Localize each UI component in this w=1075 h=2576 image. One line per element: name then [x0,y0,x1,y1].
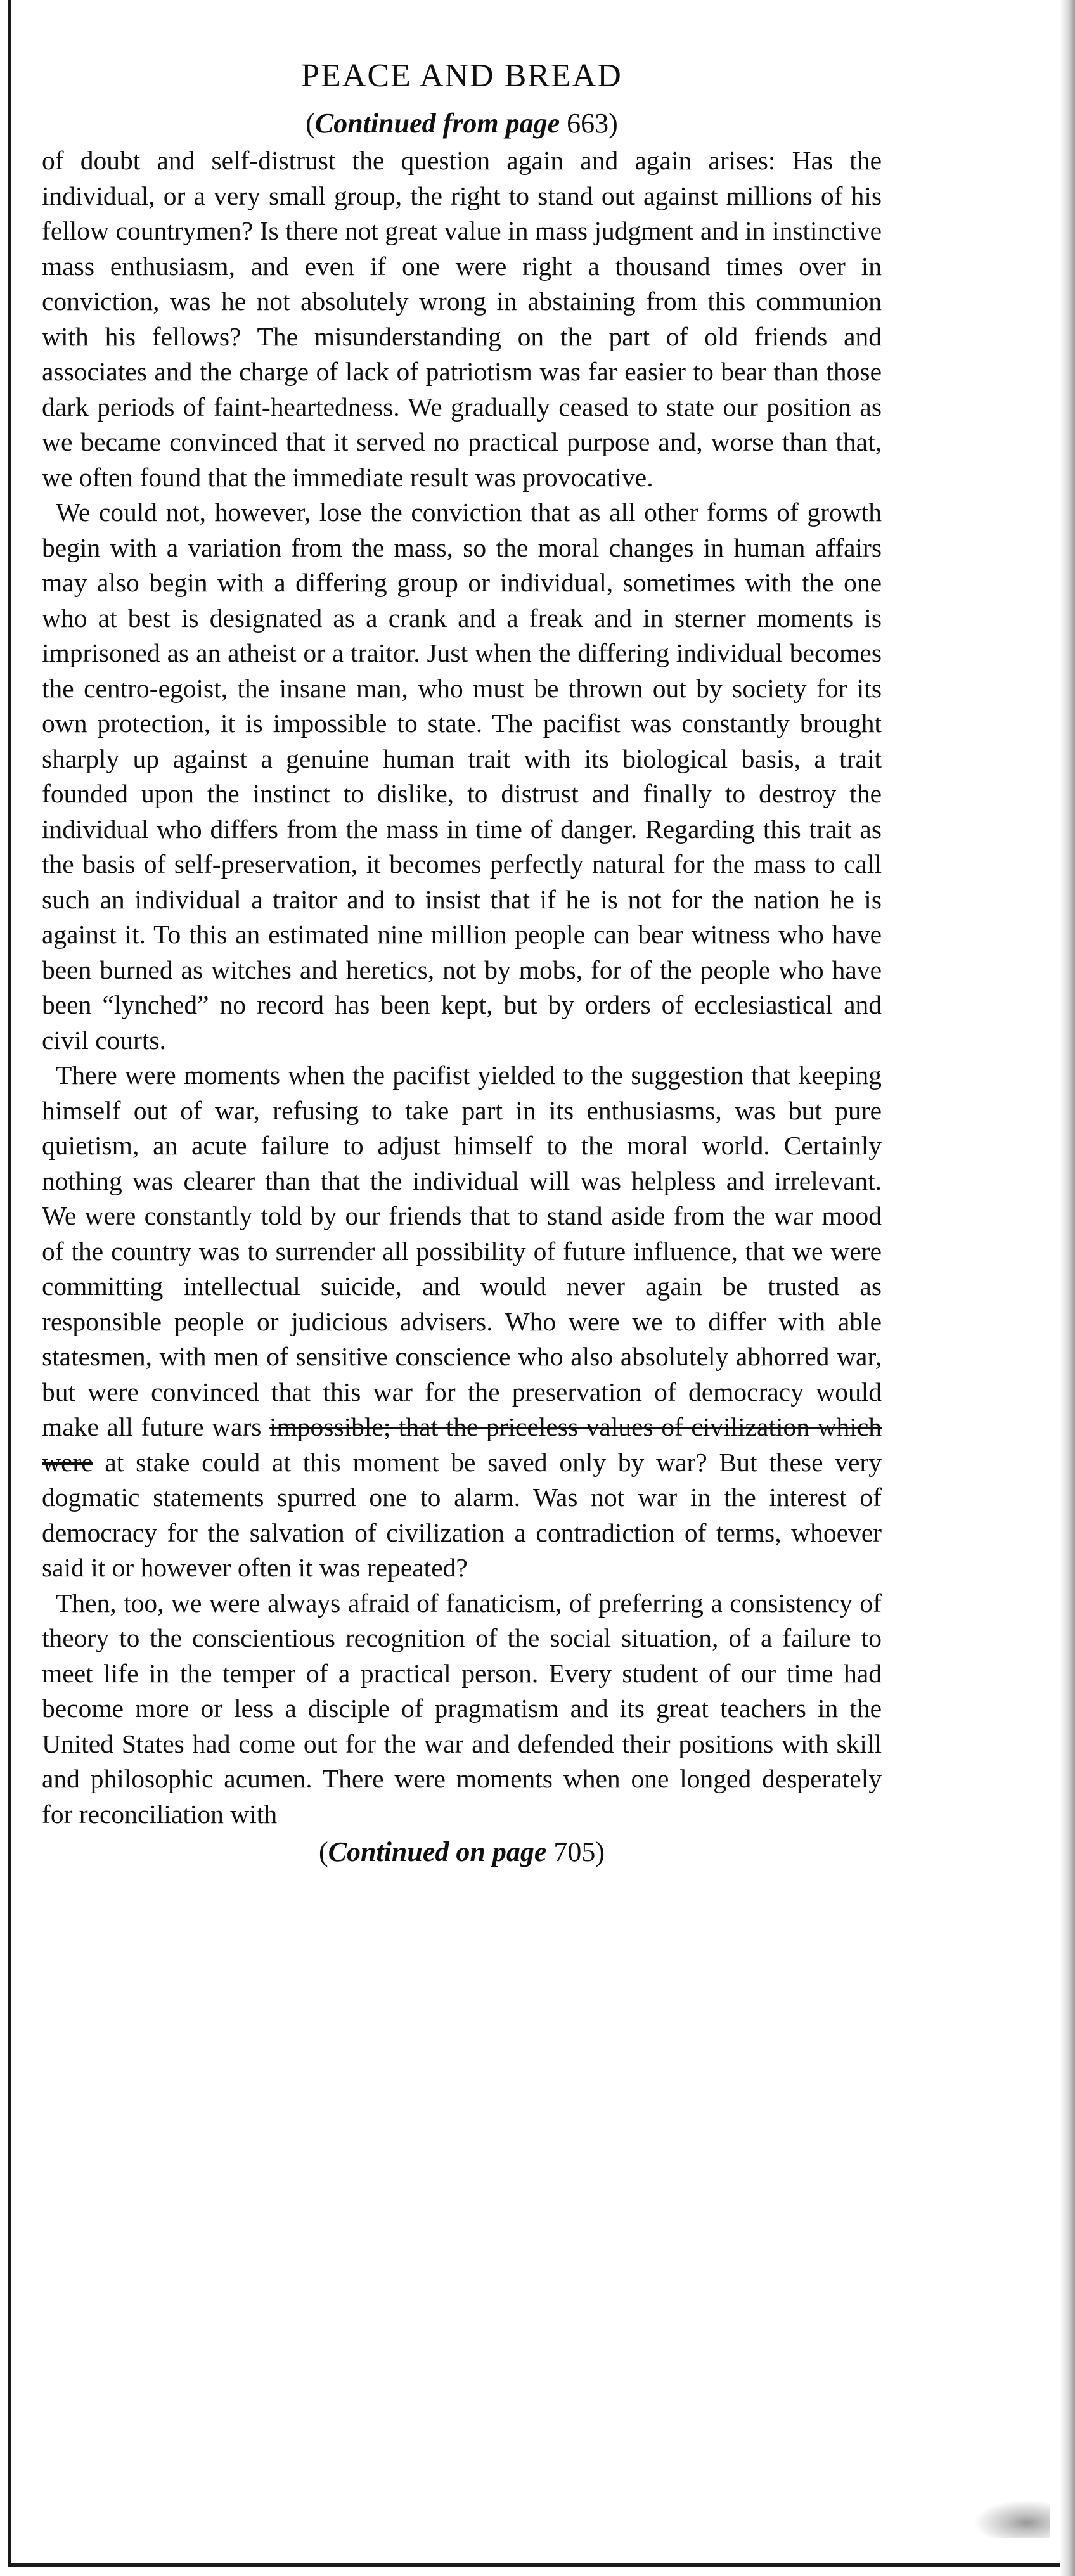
continued-on-label: Continued on page [328,1836,547,1867]
paragraph-4: Then, too, we were always afraid of fanaticism, of preferring a consistency of theory to the conscientious recognition of the social situation, of a failure to meet life in the temper of a practical person. Every student of our time had become more or less a disciple of pragmatism and its great teachers in the United States had come out for the war and defended their positions with skill and philosophic acumen. There were moments when one longed desperately for reconciliation with [42,1588,882,1829]
continued-on-page: 705 [553,1836,596,1867]
continued-from-page: 663 [567,108,609,139]
paragraph-3-continuation: at stake could at this moment be saved only by war? But these very dogmatic statements spurred one to alarm. Was not war in the interest of democracy for the salvation of civilization a contradiction of terms, whoever said it or however often it was repeated? [42,1447,882,1582]
paragraph-3-text: There were moments when the pacifist yielded to the suggestion that keeping himself out of war, refusing to take part in its enthusiasms, was but pure quietism, an acute failure to adjust himself to the moral world. Certainly nothing was clearer than that the individual will was helpless and irrelevant. We were constantly told by our friends that to stand aside from the war mood of the country was to surrender all possibility of future influence, that we were committing intellectual suicide, and would never again be trusted as responsible people or judicious advisers. Who were we to differ with able statesmen, with men of sensitive conscience who also absolutely abhorred war, but were convinced that this war for the preservation of democracy would make all future wars [42,1060,882,1441]
page [8,0,1075,2567]
page-edge-shadow [1060,0,1075,2576]
article-title: PEACE AND BREAD [301,58,622,94]
struck-through-line: impossible; that the priceless values of civilization which were [42,1412,882,1477]
paragraph-1: of doubt and self-distrust the question again and again arises: Has the individual, or a very small group, the right to stand out against millions of his fellow countrymen? Is there not great value in mass judgment and in instinctive mass enthusiasm, and even if one were right a thousand times over in conviction, was he not absolutely wrong in abstaining from this communion with his fellows? The misunderstanding on the part of old friends and associates and the charge of lack of patriotism was far easier to bear than those dark periods of faint-heartedness. We gradually ceased to state our position as we became convinced that it served no practical purpose and, worse than that, we often found that the immediate result was provocative. [42,146,882,492]
continued-from-note: (Continued from page 663) [306,108,618,139]
continued-on-note: (Continued on page 705) [318,1836,605,1867]
paragraph-3 [42,1058,882,1586]
article [42,57,882,1868]
paragraph-2: We could not, however, lose the conviction that as all other forms of growth begin with a variation from the mass, so the moral changes in human affairs may also begin with a differing group or individual, sometimes with the one who at best is designated as a crank and a freak and in sterner moments is imprisoned as an atheist or a traitor. Just when the differing individual becomes the centro-egoist, the insane man, who must be thrown out by society for its own protection, it is impossible to state. The pacifist was constantly brought sharply up against a genuine human trait with its biological basis, a trait founded upon the instinct to dislike, to distrust and finally to destroy the individual who differs from the mass in time of danger. Regarding this trait as the basis of self-preservation, it becomes perfectly natural for the mass to call such an individual a traitor and to insist that if he is not for the nation he is against it. To this an estimated nine million people can bear witness who have been burned as witches and heretics, not by mobs, for of the people who have been “lynched” no record has been kept, but by orders of ecclesiastical and civil courts. [42,498,882,1055]
continued-from-label: Continued from page [314,108,560,139]
page-corner-stain [974,2500,1050,2538]
